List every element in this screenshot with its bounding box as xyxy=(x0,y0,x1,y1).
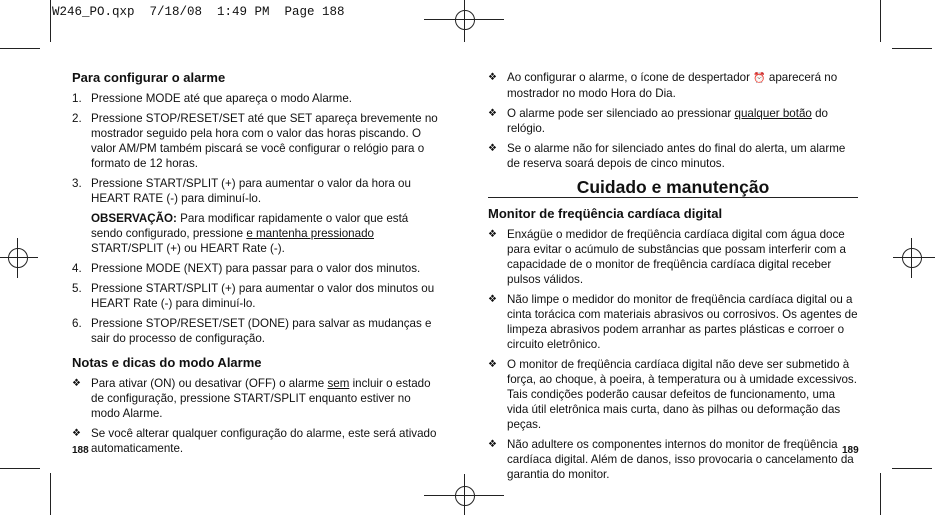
registration-line xyxy=(893,257,935,258)
bullet-icon: ❖ xyxy=(488,72,497,83)
bullet-icon: ❖ xyxy=(488,359,497,370)
care-item: ❖ Não adultere os componentes internos do monitor de freqüência cardíaca digital. Além de danos, isso provocaria o cancelamento da garantia do monitor. xyxy=(488,438,854,481)
main-title: Cuidado e manutenção xyxy=(488,180,858,198)
step-item: 5. Pressione START/SPLIT (+) para aumentar o valor dos minutos ou HEART Rate (-) para diminuí-lo. xyxy=(72,282,435,310)
registration-line xyxy=(17,238,18,278)
tip-item: ❖ Se você alterar qualquer configuração do alarme, este será ativado automaticamente. xyxy=(72,427,437,455)
alarm-clock-icon: ⏰ xyxy=(753,73,766,84)
bullet-icon: ❖ xyxy=(488,294,497,305)
step-item: 1. Pressione MODE até que apareça o modo Alarme. xyxy=(72,92,352,105)
registration-line xyxy=(464,0,465,42)
registration-mark-bottom xyxy=(455,486,475,506)
registration-mark-right xyxy=(902,248,922,268)
registration-line xyxy=(911,238,912,278)
bullet-icon: ❖ xyxy=(488,143,497,154)
crop-mark xyxy=(880,0,881,42)
crop-mark xyxy=(0,468,40,469)
left-page xyxy=(72,70,442,461)
crop-mark xyxy=(50,473,51,515)
section-title-configure-alarm: Para configurar o alarme xyxy=(72,70,226,85)
tip-item: ❖ Ao configurar o alarme, o ícone de despertador ⏰ aparecerá no mostrador no modo Hora do Dia. xyxy=(488,71,838,100)
care-item: ❖ Não limpe o medidor do monitor de freqüência cardíaca digital ou a cinta torácica com materiais abrasivos ou corrosivos. Os agentes de limpeza abrasivos podem arranhar as partes plásticas e corroer o circuito eletrônico. xyxy=(488,293,858,351)
bullet-icon: ❖ xyxy=(488,229,497,240)
crop-mark xyxy=(50,0,51,42)
crop-mark xyxy=(892,468,932,469)
bullet-icon: ❖ xyxy=(488,108,497,119)
tip-item: ❖ Se o alarme não for silenciado antes do final do alerta, um alarme de reserva soará depois de cinco minutos. xyxy=(488,142,846,170)
note-paragraph: OBSERVAÇÃO: Para modificar rapidamente o valor que está sendo configurado, pressione e mantenha pressionado START/SPLIT (+) ou HEART Rate (-). xyxy=(91,212,409,255)
registration-mark-top xyxy=(455,10,475,30)
section-title-hrm: Monitor de freqüência cardíaca digital xyxy=(488,206,723,221)
registration-mark-left xyxy=(8,248,28,268)
tip-item: ❖ O alarme pode ser silenciado ao pressionar qualquer botão do relógio. xyxy=(488,107,828,135)
note-label: OBSERVAÇÃO: xyxy=(91,212,177,225)
bullet-icon: ❖ xyxy=(488,439,497,450)
tip-item: ❖ Para ativar (ON) ou desativar (OFF) o alarme sem incluir o estado de configuração, pressione START/SPLIT enquanto estiver no modo Alarme. xyxy=(72,377,431,420)
step-item: 6. Pressione STOP/RESET/SET (DONE) para salvar as mudanças e sair do processo de configuração. xyxy=(72,317,432,345)
section-title-alarm-tips: Notas e dicas do modo Alarme xyxy=(72,355,262,370)
step-item: 4. Pressione MODE (NEXT) para passar para o valor dos minutos. xyxy=(72,262,421,275)
page-number-left: 188 xyxy=(72,445,89,456)
care-item: ❖ Enxágüe o medidor de freqüência cardíaca digital com água doce para evitar o acúmulo de substâncias que possam interferir com a capacidade de o monitor de freqüência cardíaca digital receber pulsos válidos. xyxy=(488,228,846,286)
bullet-icon: ❖ xyxy=(72,378,81,389)
crop-mark xyxy=(892,48,932,49)
print-header: W246_PO.qxp 7/18/08 1:49 PM Page 188 xyxy=(52,5,345,19)
registration-line xyxy=(0,257,38,258)
registration-line xyxy=(464,474,465,515)
step-item: 2. Pressione STOP/RESET/SET até que SET apareça brevemente no mostrador seguido pela hora com o valor das horas piscando. O valor AM/PM também piscará se você configurar o relógio para o formato de 12 horas. xyxy=(72,112,438,170)
crop-mark xyxy=(880,473,881,515)
step-item: 3. Pressione START/SPLIT (+) para aumentar o valor da hora ou HEART RATE (-) para diminuí-lo. xyxy=(72,177,411,205)
right-page xyxy=(488,70,858,487)
crop-mark xyxy=(0,48,40,49)
bullet-icon: ❖ xyxy=(72,428,81,439)
care-item: ❖ O monitor de freqüência cardíaca digital não deve ser submetido à força, ao choque, à poeira, à temperatura ou à umidade excessivos. Tais condições poderão causar defeitos de funcionamento, uma vida útil eletrônica mais curta, dano às pilhas ou deformação das peças. xyxy=(488,358,857,431)
page-number-right: 189 xyxy=(842,445,859,456)
